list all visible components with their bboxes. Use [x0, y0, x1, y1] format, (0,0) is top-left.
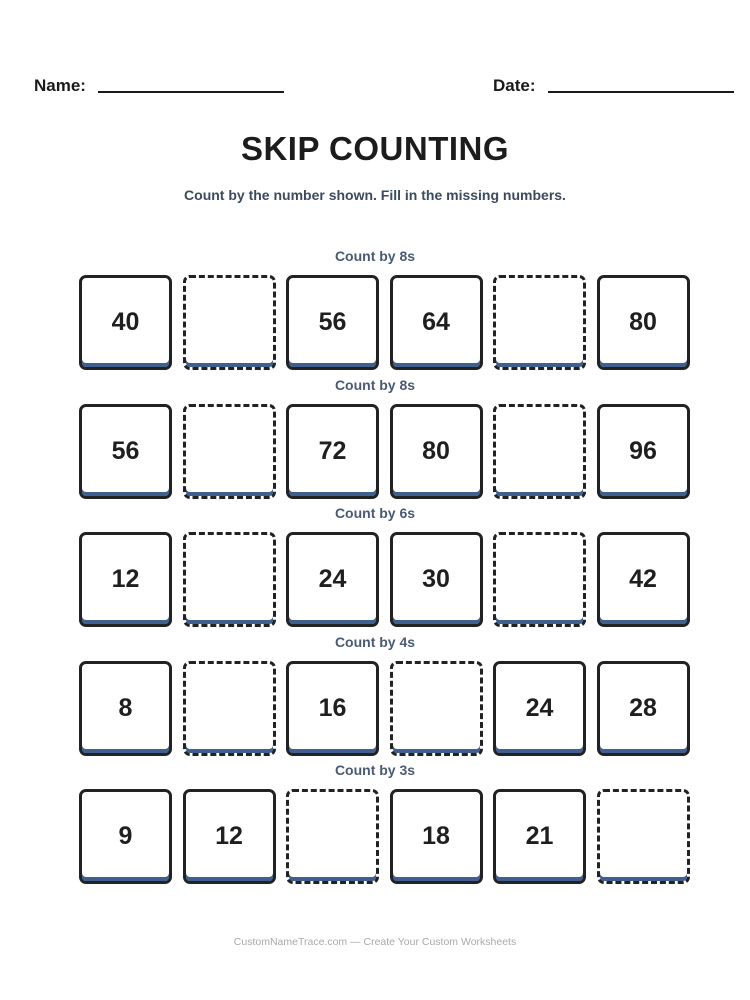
blank-answer-box[interactable]	[183, 532, 276, 627]
box-number: 64	[422, 308, 450, 336]
box-number: 28	[629, 693, 657, 722]
number-box	[79, 404, 172, 499]
row-label: Count by 3s	[334, 762, 416, 778]
instructions: Count by the number shown. Fill in the missing numbers.	[184, 187, 566, 203]
number-boxes	[79, 532, 691, 627]
number-boxes	[79, 275, 691, 370]
row-label: Count by 6s	[334, 505, 416, 521]
number-box	[597, 404, 690, 499]
number-box	[286, 532, 379, 627]
name-label: Name:	[34, 76, 86, 95]
name-field	[34, 76, 284, 96]
number-box	[79, 661, 172, 756]
number-box	[183, 789, 276, 884]
number-box	[597, 275, 690, 370]
blank-answer-box[interactable]	[493, 404, 586, 499]
date-line[interactable]	[548, 91, 734, 93]
number-box	[286, 275, 379, 370]
box-number: 16	[318, 693, 347, 722]
row-label: Count by 8s	[334, 376, 416, 393]
number-box	[79, 789, 172, 884]
name-line[interactable]	[98, 91, 284, 93]
box-number: 12	[215, 822, 243, 850]
blank-answer-box[interactable]	[286, 789, 379, 884]
number-box	[390, 532, 483, 627]
number-box	[390, 789, 483, 884]
box-number: 24	[525, 693, 554, 722]
box-number: 42	[629, 565, 657, 593]
box-number: 56	[111, 436, 140, 465]
count-row	[0, 377, 750, 505]
count-row	[0, 634, 750, 762]
number-box	[390, 275, 483, 370]
box-number: 40	[111, 308, 140, 336]
box-number: 80	[422, 436, 450, 465]
box-number: 18	[422, 822, 450, 850]
blank-answer-box[interactable]	[493, 532, 586, 627]
row-label: Count by 8s	[334, 248, 416, 264]
number-box	[286, 661, 379, 756]
number-boxes	[79, 404, 691, 499]
box-number: 12	[111, 565, 140, 593]
box-number: 8	[118, 693, 133, 722]
blank-answer-box[interactable]	[597, 789, 690, 884]
box-number: 30	[422, 565, 450, 593]
worksheet-header	[0, 76, 750, 100]
number-box	[597, 661, 690, 756]
number-boxes	[79, 661, 691, 756]
box-number: 9	[118, 822, 133, 850]
number-box	[286, 404, 379, 499]
count-row	[0, 505, 750, 633]
footer-credit: CustomNameTrace.com — Create Your Custom Worksheets	[233, 936, 517, 948]
count-row	[0, 248, 750, 376]
blank-answer-box[interactable]	[183, 275, 276, 370]
page-title: SKIP COUNTING	[240, 130, 510, 167]
blank-answer-box[interactable]	[183, 661, 276, 756]
number-box	[79, 532, 172, 627]
number-box	[390, 404, 483, 499]
number-box	[493, 661, 586, 756]
box-number: 72	[318, 436, 347, 465]
blank-answer-box[interactable]	[493, 275, 586, 370]
count-row	[0, 762, 750, 890]
box-number: 24	[318, 565, 347, 593]
blank-answer-box[interactable]	[183, 404, 276, 499]
box-number: 21	[525, 822, 554, 850]
box-number: 96	[629, 436, 657, 465]
date-label: Date:	[493, 76, 536, 95]
number-box	[79, 275, 172, 370]
blank-answer-box[interactable]	[390, 661, 483, 756]
box-number: 80	[629, 308, 657, 336]
row-label: Count by 4s	[334, 633, 416, 650]
box-number: 56	[318, 308, 347, 336]
number-boxes	[79, 789, 691, 884]
date-field	[493, 76, 734, 96]
number-box	[597, 532, 690, 627]
number-box	[493, 789, 586, 884]
